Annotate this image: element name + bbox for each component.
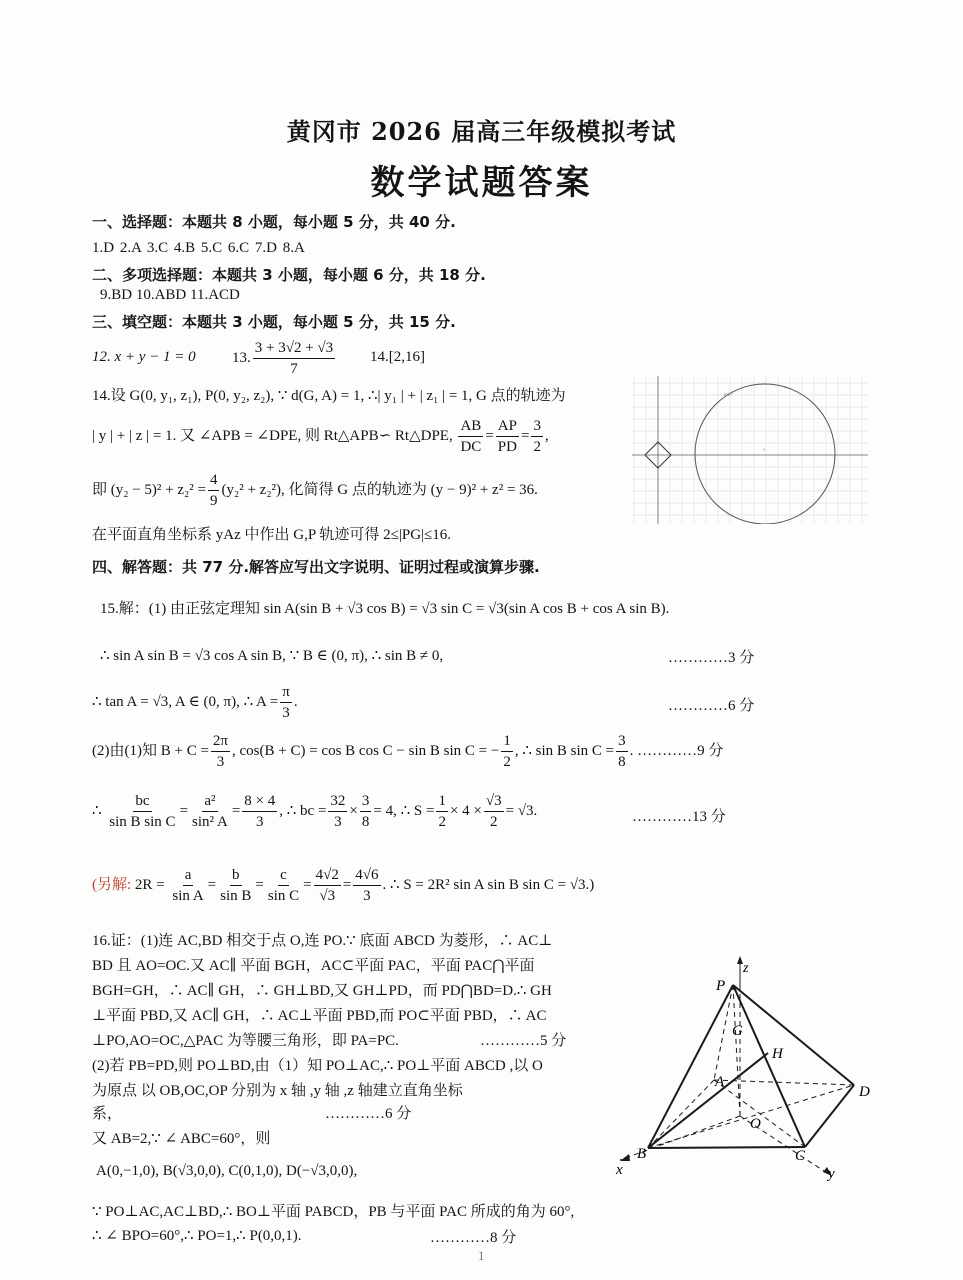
answer-title: 数学试题答案 — [370, 163, 593, 203]
locus-graph — [632, 376, 868, 524]
q15-score-13: …………13 分 — [632, 809, 726, 825]
q12-answer: 12. x + y − 1 = 0 — [92, 349, 196, 365]
label-A: A — [715, 1074, 725, 1090]
q13-answer: 13. $\frac{3 + 3√2 + √3}{7}$ — [232, 340, 334, 377]
section-3-heading: 三、填空题：本题共 3 小题，每小题 5 分，共 15 分. — [92, 313, 456, 331]
q15-score-3: …………3 分 — [668, 650, 755, 666]
q16-score-6: …………6 分 — [325, 1106, 412, 1122]
q15-alt-solution: (另解: 2R = $\frac{a}{\text{sin A}}$ = $\frac{b}{\text{sin B}}$ = $\frac{c}{\text{sin C}}$ = $\frac{4√2}{√3}$ = $\frac{4√6}{3}$ . ∴ S = 2R² sin A sin B sin C = √3.) — [92, 867, 595, 904]
label-G: G — [732, 1023, 743, 1039]
label-C: C — [795, 1148, 806, 1164]
q14-answer: 14.[2,16] — [370, 349, 425, 365]
q15-line-1: 15.解：(1) 由正弦定理知 sin A(sin B + √3 cos B) = √3 sin C = √3(sin A cos B + cos A sin B). — [100, 601, 670, 617]
label-D: D — [859, 1084, 870, 1100]
section-1-answers: 1.D 2.A 3.C 4.B 5.C 6.C 7.D 8.A — [92, 240, 305, 256]
section-2-answers: 9.BD 10.ABD 11.ACD — [100, 287, 240, 303]
graph-small-label: m17 — [724, 393, 733, 398]
q16-line-2: BD 且 AO=OC.又 AC∥ 平面 BGH，AC⊂平面 PAC，平面 PAC⋂平面 — [92, 958, 535, 974]
q14-line-1: 14.设 G(0, y₁, z₁), P(0, y₂, z₂), ∵ d(G, A) = 1, ∴| y₁ | + | z₁ | = 1, G 点的轨迹为 — [92, 388, 566, 404]
q16-line-12: ∴ ∠ BPO=60°,∴ PO=1,∴ P(0,0,1). — [92, 1228, 302, 1244]
exam-title: 黄冈市 2026 届高三年级模拟考试 — [286, 117, 677, 146]
q16-line-8: 系， — [92, 1106, 123, 1122]
svg-text:+: + — [762, 448, 767, 454]
q15-line-3: ∴ tan A = √3, A ∈ (0, π), ∴ A = $\frac{\pi}{3}$ . — [92, 684, 298, 721]
q16-line-1: 16.证：(1)连 AC,BD 相交于点 O,连 PO.∵ 底面 ABCD 为菱形，∴ AC⊥ — [92, 933, 553, 949]
q16-score-5: …………5 分 — [480, 1033, 567, 1049]
label-O: O — [750, 1116, 761, 1132]
section-2-heading: 二、多项选择题：本题共 3 小题，每小题 6 分，共 18 分. — [92, 266, 486, 284]
q16-line-7: 为原点 以 OB,OC,OP 分别为 x 轴 ,y 轴 ,z 轴建立直角坐标 — [92, 1083, 463, 1099]
section-1-heading: 一、选择题：本题共 8 小题，每小题 5 分，共 40 分. — [92, 213, 456, 231]
label-P: P — [716, 978, 726, 994]
q16-line-5: ⊥PO,AO=OC,△PAC 为等腰三角形，即 PA=PC. — [92, 1033, 399, 1049]
q16-line-3: BGH=GH，∴ AC∥ GH，∴ GH⊥BD,又 GH⊥PD，而 PD⋂BD=D.∴ GH — [92, 983, 552, 999]
q16-line-9: 又 AB=2,∵ ∠ ABC=60°，则 — [92, 1131, 271, 1147]
q15-line-2: ∴ sin A sin B = √3 cos A sin B, ∵ B ∈ (0, π), ∴ sin B ≠ 0, — [100, 648, 444, 664]
q15-line-5: ∴ $\frac{bc}{\text{sin B sin C}}$ = $\frac{\text{a²}}{\text{sin² A}}$ = $\frac{8 \times 4}{3}$ , ∴ bc = $\frac{32}{3}$ × $\frac{3}{8}$ = 4, ∴ S = $\frac{1}{2}$ × 4 × $\frac{√3}{2}$ = √3. — [92, 793, 538, 830]
q14-line-2: | y | + | z | = 1. 又 ∠APB = ∠DPE, 则 Rt△APB∽ Rt△DPE, $\frac{AB}{DC}$ = $\frac{AP}{PD}$ = $\frac{3}{2}$ , — [92, 418, 549, 455]
q15-line-4: (2)由(1)知 B + C = $\frac{2\pi}{3}$ , cos(B + C) = cos B cos C − sin B sin C = − $\frac{1}{2}$ , ∴ sin B sin C = $\frac{3}{8}$ . …………9 分 — [92, 733, 724, 770]
q14-line-4: 在平面直角坐标系 yAz 中作出 G,P 轨迹可得 2≤|PG|≤16. — [92, 527, 452, 543]
q16-line-6: (2)若 PB=PD,则 PO⊥BD,由（1）知 PO⊥AC,∴ PO⊥平面 ABCD ,以 O — [92, 1058, 543, 1074]
page-number: 1 — [478, 1248, 485, 1263]
q16-line-11: ∵ PO⊥AC,AC⊥BD,∴ BO⊥平面 PABCD，PB 与平面 PAC 所成的角为 60°, — [92, 1204, 575, 1220]
q16-line-4: ⊥平面 PBD,又 AC∥ GH，∴ AC⊥平面 PBD,而 PO⊂平面 PBD，∴ AC — [92, 1008, 547, 1024]
label-x: x — [616, 1162, 623, 1178]
label-B: B — [637, 1146, 647, 1162]
label-z: z — [743, 961, 749, 976]
pyramid-figure — [600, 950, 890, 1185]
section-4-heading: 四、解答题：共 77 分.解答应写出文字说明、证明过程或演算步骤. — [92, 558, 540, 576]
q14-line-3: 即 (y₂ − 5)² + z₂² = $\frac{4}{9}$ (y₂² + z₂²), 化简得 G 点的轨迹为 (y − 9)² + z² = 36. — [92, 472, 538, 509]
label-y: y — [828, 1166, 835, 1182]
q15-score-6: …………6 分 — [668, 698, 755, 714]
q16-score-8: …………8 分 — [430, 1230, 517, 1246]
label-H: H — [772, 1046, 783, 1062]
q16-line-10: A(0,−1,0), B(√3,0,0), C(0,1,0), D(−√3,0,0), — [96, 1163, 358, 1179]
